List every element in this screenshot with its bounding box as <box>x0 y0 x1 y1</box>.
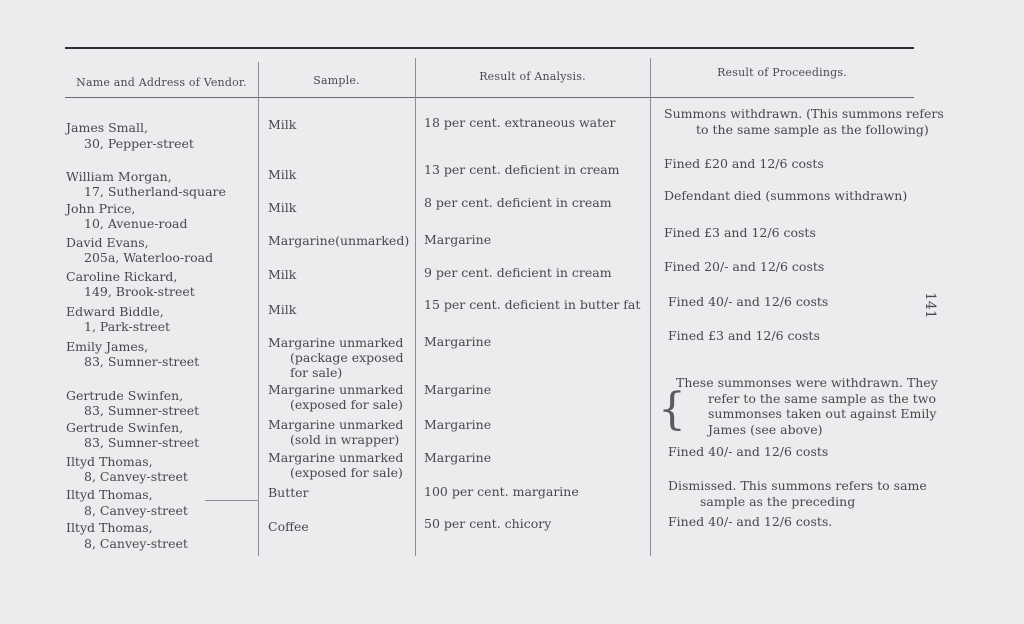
vendor-address: 149, Brook-street <box>84 284 195 299</box>
analysis-cell: 15 per cent. deficient in butter fat <box>424 297 641 312</box>
sample-cell: Margarine unmarked <box>268 335 404 350</box>
sample-cell: Coffee <box>268 519 309 534</box>
vendor-address: 8, Canvey-street <box>84 536 188 551</box>
analysis-cell: 13 per cent. deficient in cream <box>424 162 620 177</box>
header-analysis: Result of Analysis. <box>479 70 586 83</box>
proceedings-cell: Fined 40/- and 12/6 costs <box>668 444 829 459</box>
vendor-name: Edward Biddle, <box>66 304 164 319</box>
vendor-name: William Morgan, <box>66 169 172 184</box>
grouped-proceedings: These summonses were withdrawn. They refer to the same sample as the two summonses taken out against Emily James (see above) <box>676 375 938 437</box>
divider <box>205 500 258 501</box>
sample-cell: Milk <box>268 117 297 132</box>
vendor-name: Gertrude Swinfen, <box>66 420 184 435</box>
vendor-name: Iltyd Thomas, <box>66 454 153 469</box>
column-divider <box>258 62 259 556</box>
vendor-name: David Evans, <box>66 235 149 250</box>
analysis-cell: Margarine <box>424 382 492 397</box>
column-divider <box>650 58 651 556</box>
vendor-address: 83, Sumner-street <box>84 403 200 418</box>
header-rule <box>65 97 914 98</box>
sample-cell-note: (exposed for sale) <box>290 465 403 480</box>
vendor-address: 30, Pepper-street <box>84 136 194 151</box>
sample-cell: Margarine unmarked <box>268 417 404 432</box>
vendor-address: 8, Canvey-street <box>84 503 188 518</box>
sample-cell-note: (exposed for sale) <box>290 397 403 412</box>
proceedings-cell: Fined £20 and 12/6 costs <box>664 156 824 171</box>
analysis-cell: 18 per cent. extraneous water <box>424 115 616 130</box>
analysis-cell: 100 per cent. margarine <box>424 484 579 499</box>
vendor-name: Gertrude Swinfen, <box>66 388 184 403</box>
vendor-address: 8, Canvey-street <box>84 469 188 484</box>
proceedings-cell: Fined 40/- and 12/6 costs. <box>668 514 833 529</box>
brace-icon: { <box>658 384 686 435</box>
vendor-address: 17, Sutherland-square <box>84 184 226 199</box>
analysis-cell: 50 per cent. chicory <box>424 516 552 531</box>
sample-cell: Milk <box>268 302 297 317</box>
header-proceedings: Result of Proceedings. <box>717 66 847 79</box>
vendor-name: Iltyd Thomas, <box>66 487 153 502</box>
header-sample: Sample. <box>313 74 360 87</box>
sample-cell: Butter <box>268 485 309 500</box>
proceedings-cell: Fined 20/- and 12/6 costs <box>664 259 825 274</box>
vendor-address: 83, Sumner-street <box>84 354 200 369</box>
proceedings-cell: Defendant died (summons withdrawn) <box>664 188 908 203</box>
proceedings-cell: Fined 40/- and 12/6 costs <box>668 294 829 309</box>
proceedings-cell: Summons withdrawn. (This summons refers to the same sample as the following) <box>664 106 944 137</box>
analysis-cell: Margarine <box>424 334 492 349</box>
vendor-name: Emily James, <box>66 339 149 354</box>
column-divider <box>415 58 416 556</box>
vendor-name: James Small, <box>66 120 148 135</box>
vendor-address: 205a, Waterloo-road <box>84 250 214 265</box>
sample-cell: Milk <box>268 200 297 215</box>
proceedings-cell: Fined £3 and 12/6 costs <box>664 225 816 240</box>
proceedings-cell: Dismissed. This summons refers to same sample as the preceding <box>668 478 927 509</box>
analysis-cell: 8 per cent. deficient in cream <box>424 195 612 210</box>
sample-cell: Milk <box>268 167 297 182</box>
header-vendor: Name and Address of Vendor. <box>76 76 247 89</box>
vendor-name: John Price, <box>66 201 136 216</box>
vendor-address: 10, Avenue-road <box>84 216 188 231</box>
sample-cell: Margarine unmarked <box>268 450 404 465</box>
sample-cell-note: for sale) <box>290 365 343 380</box>
vendor-name: Caroline Rickard, <box>66 269 178 284</box>
vendor-address: 1, Park-street <box>84 319 170 334</box>
sample-cell: Margarine(unmarked) <box>268 233 410 248</box>
analysis-cell: Margarine <box>424 450 492 465</box>
analysis-cell: Margarine <box>424 232 492 247</box>
analysis-cell: 9 per cent. deficient in cream <box>424 265 612 280</box>
page-number: 141 <box>922 292 938 319</box>
sample-cell: Milk <box>268 267 297 282</box>
proceedings-cell: Fined £3 and 12/6 costs <box>668 328 820 343</box>
vendor-name: Iltyd Thomas, <box>66 520 153 535</box>
sample-cell-note: (package exposed <box>290 350 404 365</box>
analysis-cell: Margarine <box>424 417 492 432</box>
sample-cell-note: (sold in wrapper) <box>290 432 400 447</box>
top-rule <box>65 47 914 49</box>
sample-cell: Margarine unmarked <box>268 382 404 397</box>
vendor-address: 83, Sumner-street <box>84 435 200 450</box>
